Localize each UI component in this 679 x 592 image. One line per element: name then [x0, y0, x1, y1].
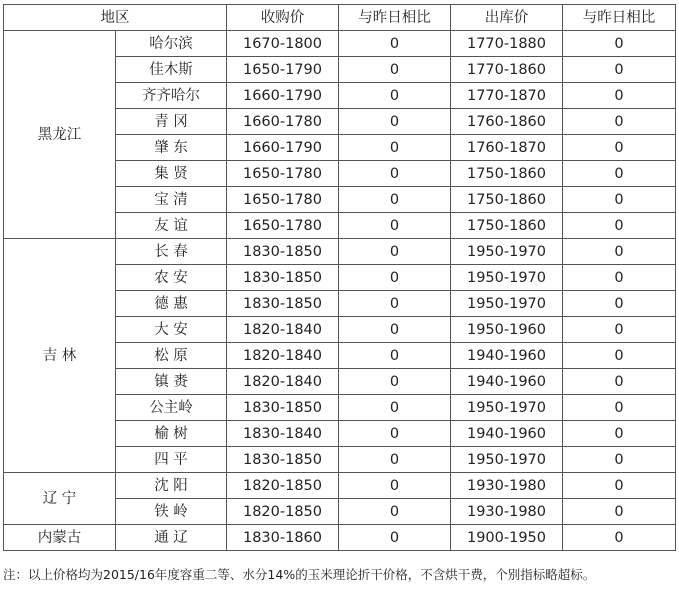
outbound-change-cell: 0 [563, 447, 676, 473]
region-cell: 内蒙古 [4, 525, 116, 551]
purchase-change-cell: 0 [339, 109, 451, 135]
outbound-price-cell: 1950-1970 [451, 395, 563, 421]
purchase-change-cell: 0 [339, 265, 451, 291]
purchase-price-cell: 1660-1780 [227, 109, 339, 135]
city-cell: 长 春 [116, 239, 227, 265]
purchase-price-cell: 1830-1850 [227, 239, 339, 265]
purchase-change-cell: 0 [339, 161, 451, 187]
outbound-price-cell: 1750-1860 [451, 213, 563, 239]
outbound-change-cell: 0 [563, 239, 676, 265]
city-cell: 四 平 [116, 447, 227, 473]
outbound-price-cell: 1950-1970 [451, 447, 563, 473]
purchase-price-cell: 1660-1790 [227, 83, 339, 109]
purchase-price-cell: 1650-1780 [227, 187, 339, 213]
purchase-price-cell: 1830-1850 [227, 447, 339, 473]
purchase-price-cell: 1820-1850 [227, 499, 339, 525]
outbound-change-cell: 0 [563, 161, 676, 187]
outbound-change-cell: 0 [563, 473, 676, 499]
outbound-price-cell: 1760-1870 [451, 135, 563, 161]
outbound-change-cell: 0 [563, 83, 676, 109]
region-cell: 黑龙江 [4, 31, 116, 239]
city-cell: 通 辽 [116, 525, 227, 551]
outbound-change-cell: 0 [563, 291, 676, 317]
outbound-price-cell: 1950-1970 [451, 291, 563, 317]
outbound-change-cell: 0 [563, 213, 676, 239]
city-cell: 宝 清 [116, 187, 227, 213]
outbound-change-cell: 0 [563, 525, 676, 551]
purchase-change-cell: 0 [339, 57, 451, 83]
outbound-price-cell: 1930-1980 [451, 499, 563, 525]
purchase-price-cell: 1830-1860 [227, 525, 339, 551]
table-body [4, 31, 676, 551]
header-region: 地区 [4, 5, 227, 31]
outbound-price-cell: 1900-1950 [451, 525, 563, 551]
table-row [4, 31, 676, 57]
purchase-price-cell: 1820-1850 [227, 473, 339, 499]
purchase-change-cell: 0 [339, 83, 451, 109]
city-cell: 松 原 [116, 343, 227, 369]
outbound-change-cell: 0 [563, 343, 676, 369]
outbound-price-cell: 1940-1960 [451, 421, 563, 447]
purchase-price-cell: 1820-1840 [227, 369, 339, 395]
city-cell: 集 贤 [116, 161, 227, 187]
corn-price-table [3, 4, 676, 551]
header-purchase-change: 与昨日相比 [339, 5, 451, 31]
table-row [4, 473, 676, 499]
outbound-change-cell: 0 [563, 395, 676, 421]
purchase-change-cell: 0 [339, 421, 451, 447]
purchase-change-cell: 0 [339, 187, 451, 213]
purchase-change-cell: 0 [339, 213, 451, 239]
outbound-price-cell: 1950-1960 [451, 317, 563, 343]
city-cell: 青 冈 [116, 109, 227, 135]
purchase-price-cell: 1660-1790 [227, 135, 339, 161]
city-cell: 齐齐哈尔 [116, 83, 227, 109]
city-cell: 德 惠 [116, 291, 227, 317]
purchase-price-cell: 1650-1780 [227, 213, 339, 239]
outbound-change-cell: 0 [563, 265, 676, 291]
outbound-price-cell: 1750-1860 [451, 161, 563, 187]
outbound-change-cell: 0 [563, 57, 676, 83]
city-cell: 铁 岭 [116, 499, 227, 525]
header-outbound-change: 与昨日相比 [563, 5, 676, 31]
purchase-change-cell: 0 [339, 135, 451, 161]
purchase-change-cell: 0 [339, 525, 451, 551]
header-outbound-price: 出库价 [451, 5, 563, 31]
purchase-change-cell: 0 [339, 343, 451, 369]
city-cell: 肇 东 [116, 135, 227, 161]
purchase-price-cell: 1650-1780 [227, 161, 339, 187]
purchase-price-cell: 1670-1800 [227, 31, 339, 57]
purchase-change-cell: 0 [339, 291, 451, 317]
purchase-change-cell: 0 [339, 317, 451, 343]
city-cell: 公主岭 [116, 395, 227, 421]
header-purchase-price: 收购价 [227, 5, 339, 31]
purchase-price-cell: 1830-1850 [227, 291, 339, 317]
outbound-price-cell: 1770-1880 [451, 31, 563, 57]
purchase-change-cell: 0 [339, 239, 451, 265]
purchase-change-cell: 0 [339, 473, 451, 499]
city-cell: 大 安 [116, 317, 227, 343]
purchase-price-cell: 1830-1840 [227, 421, 339, 447]
outbound-change-cell: 0 [563, 499, 676, 525]
outbound-price-cell: 1950-1970 [451, 239, 563, 265]
table-header-row [4, 5, 676, 31]
footnote: 注：以上价格均为2015/16年度容重二等、水分14%的玉米理论折干价格，不含烘干费，个别指标略超标。 [3, 567, 596, 582]
purchase-price-cell: 1820-1840 [227, 317, 339, 343]
purchase-price-cell: 1830-1850 [227, 395, 339, 421]
outbound-price-cell: 1940-1960 [451, 343, 563, 369]
outbound-price-cell: 1930-1980 [451, 473, 563, 499]
outbound-price-cell: 1770-1870 [451, 83, 563, 109]
purchase-change-cell: 0 [339, 369, 451, 395]
outbound-change-cell: 0 [563, 135, 676, 161]
region-cell: 辽 宁 [4, 473, 116, 525]
purchase-change-cell: 0 [339, 447, 451, 473]
city-cell: 榆 树 [116, 421, 227, 447]
city-cell: 沈 阳 [116, 473, 227, 499]
outbound-change-cell: 0 [563, 421, 676, 447]
outbound-change-cell: 0 [563, 109, 676, 135]
region-cell: 吉 林 [4, 239, 116, 473]
purchase-change-cell: 0 [339, 395, 451, 421]
city-cell: 哈尔滨 [116, 31, 227, 57]
outbound-price-cell: 1750-1860 [451, 187, 563, 213]
city-cell: 佳木斯 [116, 57, 227, 83]
outbound-change-cell: 0 [563, 31, 676, 57]
purchase-change-cell: 0 [339, 31, 451, 57]
outbound-price-cell: 1760-1860 [451, 109, 563, 135]
outbound-change-cell: 0 [563, 317, 676, 343]
table-row [4, 525, 676, 551]
city-cell: 友 谊 [116, 213, 227, 239]
purchase-price-cell: 1830-1850 [227, 265, 339, 291]
purchase-price-cell: 1820-1840 [227, 343, 339, 369]
table-row [4, 239, 676, 265]
outbound-change-cell: 0 [563, 187, 676, 213]
city-cell: 镇 赉 [116, 369, 227, 395]
outbound-price-cell: 1950-1970 [451, 265, 563, 291]
purchase-price-cell: 1650-1790 [227, 57, 339, 83]
outbound-change-cell: 0 [563, 369, 676, 395]
city-cell: 农 安 [116, 265, 227, 291]
outbound-price-cell: 1940-1960 [451, 369, 563, 395]
purchase-change-cell: 0 [339, 499, 451, 525]
outbound-price-cell: 1770-1860 [451, 57, 563, 83]
